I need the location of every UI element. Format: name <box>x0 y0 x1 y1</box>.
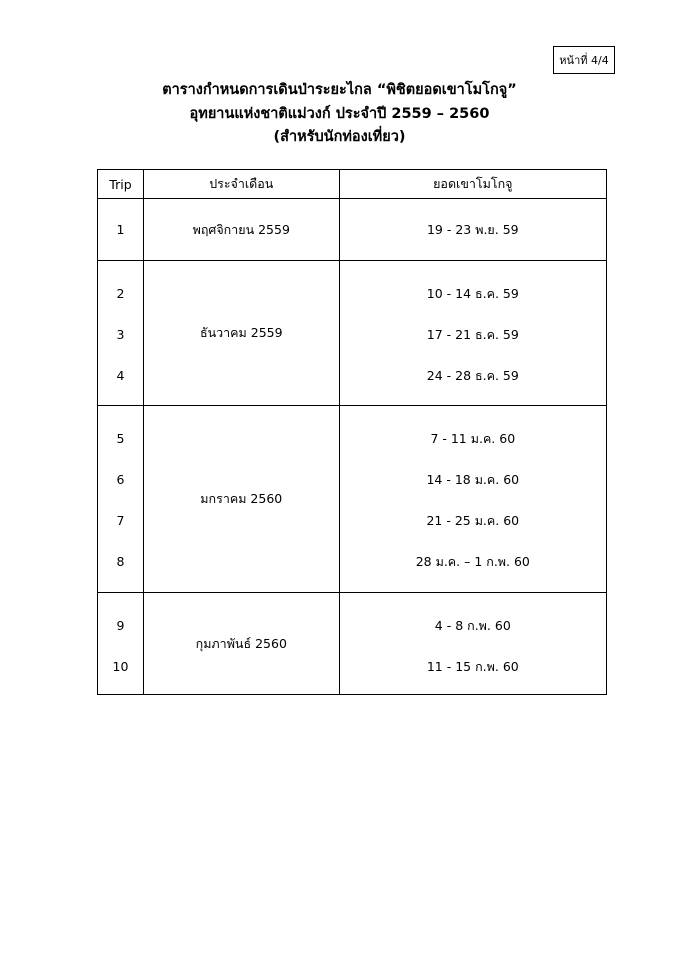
trip-number: 10 <box>112 659 129 674</box>
trip-number: 7 <box>116 513 125 528</box>
month-cell <box>143 593 339 695</box>
document-title: ตารางกำหนดการเดินป่าระยะไกล “พิชิตยอดเขาโมโกจู” <box>162 82 517 98</box>
page-number: หน้าที่ 4/4 <box>559 54 609 67</box>
trip-dates: 28 ม.ค. – 1 ก.พ. 60 <box>415 554 530 569</box>
trip-dates: 21 - 25 ม.ค. 60 <box>426 513 520 528</box>
trip-dates: 11 - 15 ก.พ. 60 <box>426 659 519 674</box>
trip-cell <box>98 406 144 593</box>
month-label: พฤศจิกายน 2559 <box>192 221 290 237</box>
dates-cell <box>339 593 606 695</box>
header-trip: Trip <box>98 170 144 199</box>
table-row <box>98 406 607 593</box>
dates-cell <box>339 261 606 406</box>
trip-dates: 17 - 21 ธ.ค. 59 <box>426 327 519 342</box>
document-subtitle: อุทยานแห่งชาติแม่วงก์ ประจำปี 2559 – 2560 <box>189 106 490 122</box>
month-label: กุมภาพันธ์ 2560 <box>195 635 287 651</box>
trip-cell <box>98 593 144 695</box>
dates-cell <box>339 199 606 261</box>
month-label: ธันวาคม 2559 <box>199 325 283 340</box>
trip-dates: 19 - 23 พ.ย. 59 <box>426 221 519 237</box>
trip-number: 8 <box>116 554 125 569</box>
trip-dates: 14 - 18 ม.ค. 60 <box>426 472 520 487</box>
document-audience: (สำหรับนักท่องเที่ยว) <box>273 129 406 145</box>
trip-cell <box>98 261 144 406</box>
trip-dates: 7 - 11 ม.ค. 60 <box>430 431 516 446</box>
trip-dates: 4 - 8 ก.พ. 60 <box>434 618 511 633</box>
month-cell <box>143 261 339 406</box>
trip-number: 5 <box>116 431 125 446</box>
trip-number: 2 <box>116 286 125 301</box>
trip-dates: 24 - 28 ธ.ค. 59 <box>426 368 519 383</box>
header-month: ประจำเดือน <box>143 170 339 199</box>
trip-number: 1 <box>116 222 125 237</box>
trip-dates: 10 - 14 ธ.ค. 59 <box>426 286 519 301</box>
schedule-table <box>97 169 607 695</box>
dates-cell <box>339 406 606 593</box>
table-header-row <box>98 170 607 199</box>
month-label: มกราคม 2560 <box>200 491 283 506</box>
trip-number: 3 <box>116 327 125 342</box>
header-peak-dates: ยอดเขาโมโกจู <box>339 170 606 199</box>
month-cell <box>143 199 339 261</box>
table-row <box>98 593 607 695</box>
trip-cell <box>98 199 144 261</box>
table-row <box>98 261 607 406</box>
trip-number: 4 <box>116 368 125 383</box>
trip-number: 6 <box>116 472 125 487</box>
page-number-box <box>553 46 615 74</box>
table-row <box>98 199 607 261</box>
trip-number: 9 <box>116 618 125 633</box>
month-cell <box>143 406 339 593</box>
